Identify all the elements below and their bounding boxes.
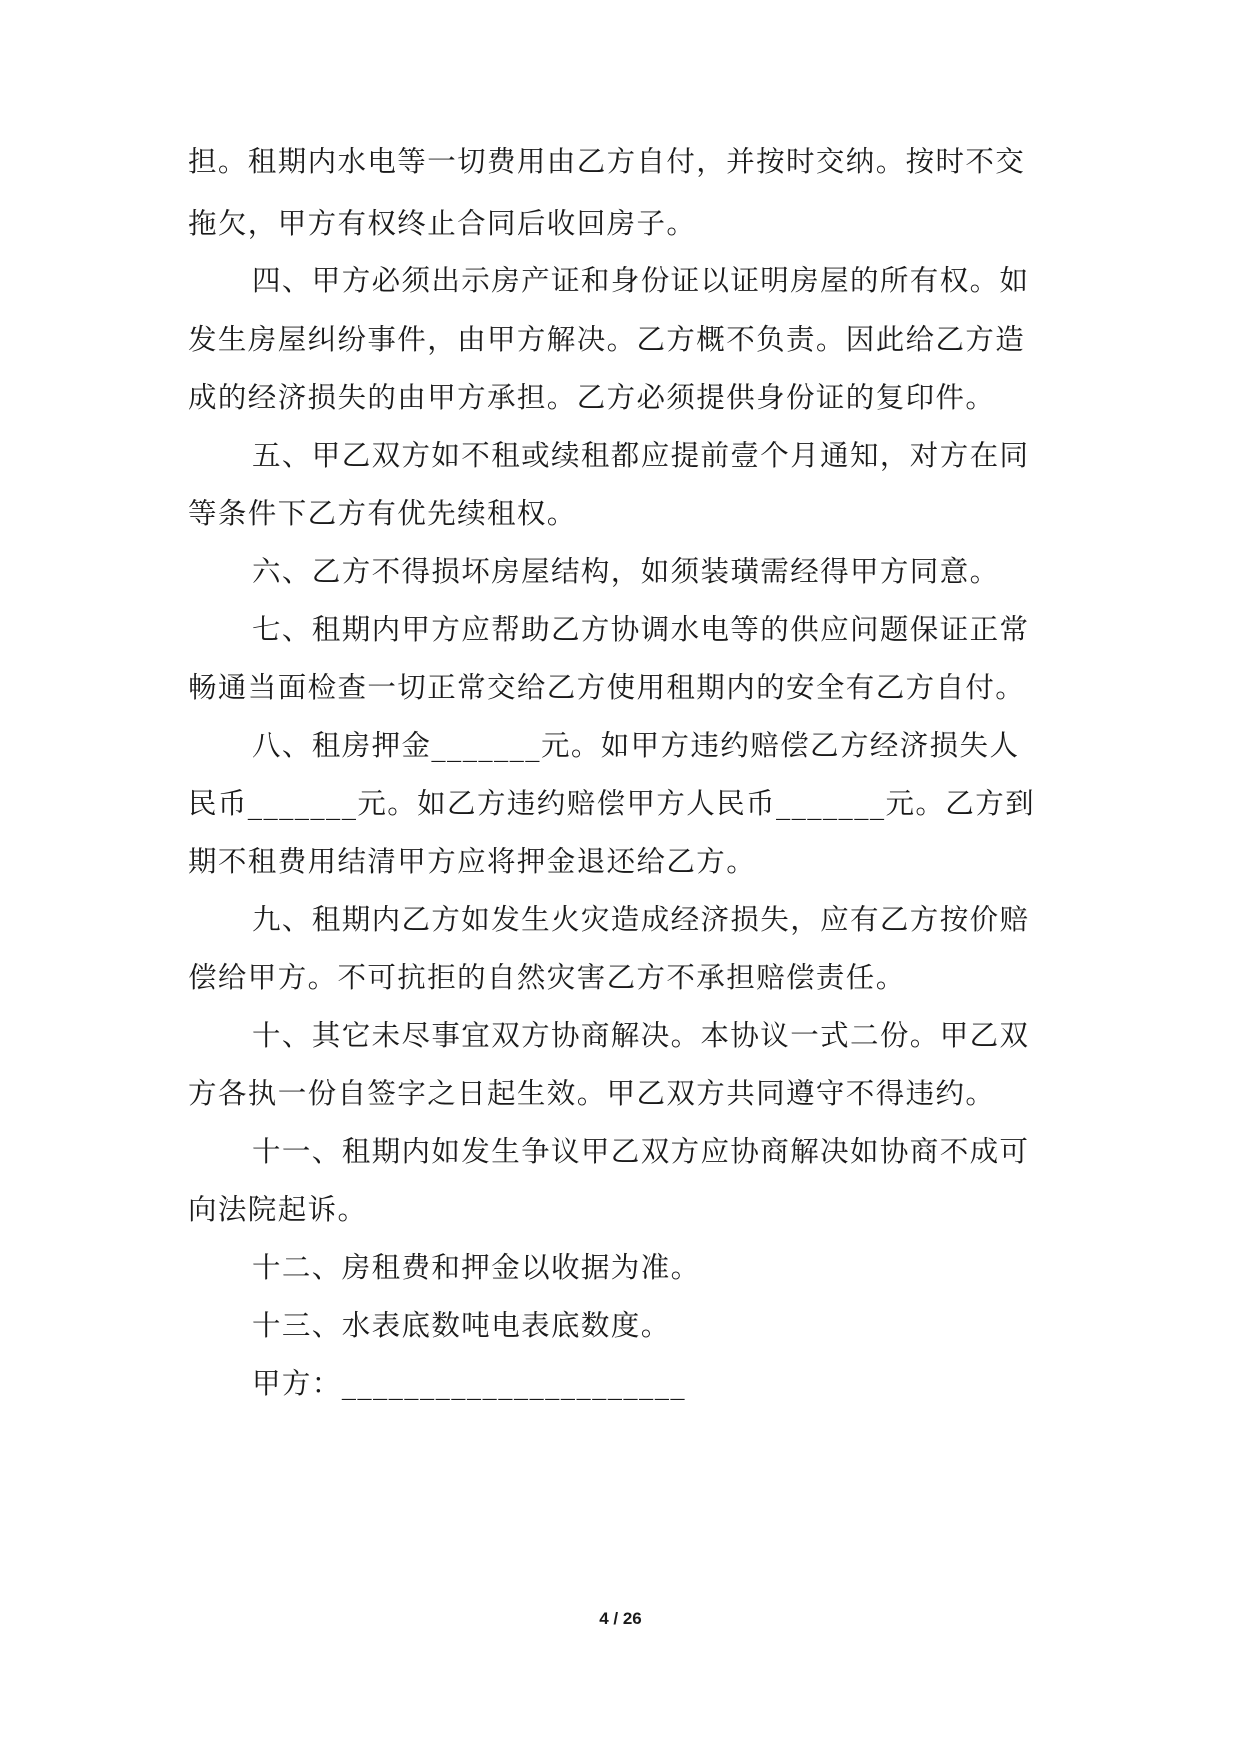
clause-6-line-1: 六、乙方不得损坏房屋结构，如须装璜需经得甲方同意。 <box>252 555 1000 588</box>
clause-5-line-2: 等条件下乙方有优先续租权。 <box>188 497 577 530</box>
clause-5-line-1: 五、甲乙双方如不租或续租都应提前壹个月通知，对方在同 <box>252 439 1030 472</box>
clause-7-line-1: 七、租期内甲方应帮助乙方协调水电等的供应问题保证正常 <box>252 613 1030 646</box>
clause-9-line-2: 偿给甲方。不可抗拒的自然灾害乙方不承担赔偿责任。 <box>188 961 906 994</box>
clause-4-line-1: 四、甲方必须出示房产证和身份证以证明房屋的所有权。如 <box>252 264 1030 297</box>
page-number: 4 / 26 <box>599 1609 642 1628</box>
clause-4-line-2: 发生房屋纠纷事件，由甲方解决。乙方概不负责。因此给乙方造 <box>188 323 1026 356</box>
text-line: 拖欠，甲方有权终止合同后收回房子。 <box>188 207 697 240</box>
clause-8-line-3: 期不租费用结清甲方应将押金退还给乙方。 <box>188 845 757 878</box>
text-line: 担。租期内水电等一切费用由乙方自付，并按时交纳。按时不交 <box>188 145 1026 178</box>
clause-9-line-1: 九、租期内乙方如发生火灾造成经济损失，应有乙方按价赔 <box>252 903 1030 936</box>
clause-8-line-2: 民币_______元。如乙方违约赔偿甲方人民币_______元。乙方到 <box>188 787 1036 820</box>
party-a-signature-line: 甲方：______________________ <box>252 1367 687 1400</box>
clause-10-line-1: 十、其它未尽事宜双方协商解决。本协议一式二份。甲乙双 <box>252 1019 1030 1052</box>
clause-11-line-2: 向法院起诉。 <box>188 1193 368 1226</box>
clause-8-line-1: 八、租房押金_______元。如甲方违约赔偿乙方经济损失人 <box>252 729 1020 762</box>
clause-12-line-1: 十二、房租费和押金以收据为准。 <box>252 1251 701 1284</box>
clause-11-line-1: 十一、租期内如发生争议甲乙双方应协商解决如协商不成可 <box>252 1135 1030 1168</box>
clause-7-line-2: 畅通当面检查一切正常交给乙方使用租期内的安全有乙方自付。 <box>188 671 1026 704</box>
clause-4-line-3: 成的经济损失的由甲方承担。乙方必须提供身份证的复印件。 <box>188 381 996 414</box>
clause-13-line-1: 十三、水表底数吨电表底数度。 <box>252 1309 671 1342</box>
clause-10-line-2: 方各执一份自签字之日起生效。甲乙双方共同遵守不得违约。 <box>188 1077 996 1110</box>
